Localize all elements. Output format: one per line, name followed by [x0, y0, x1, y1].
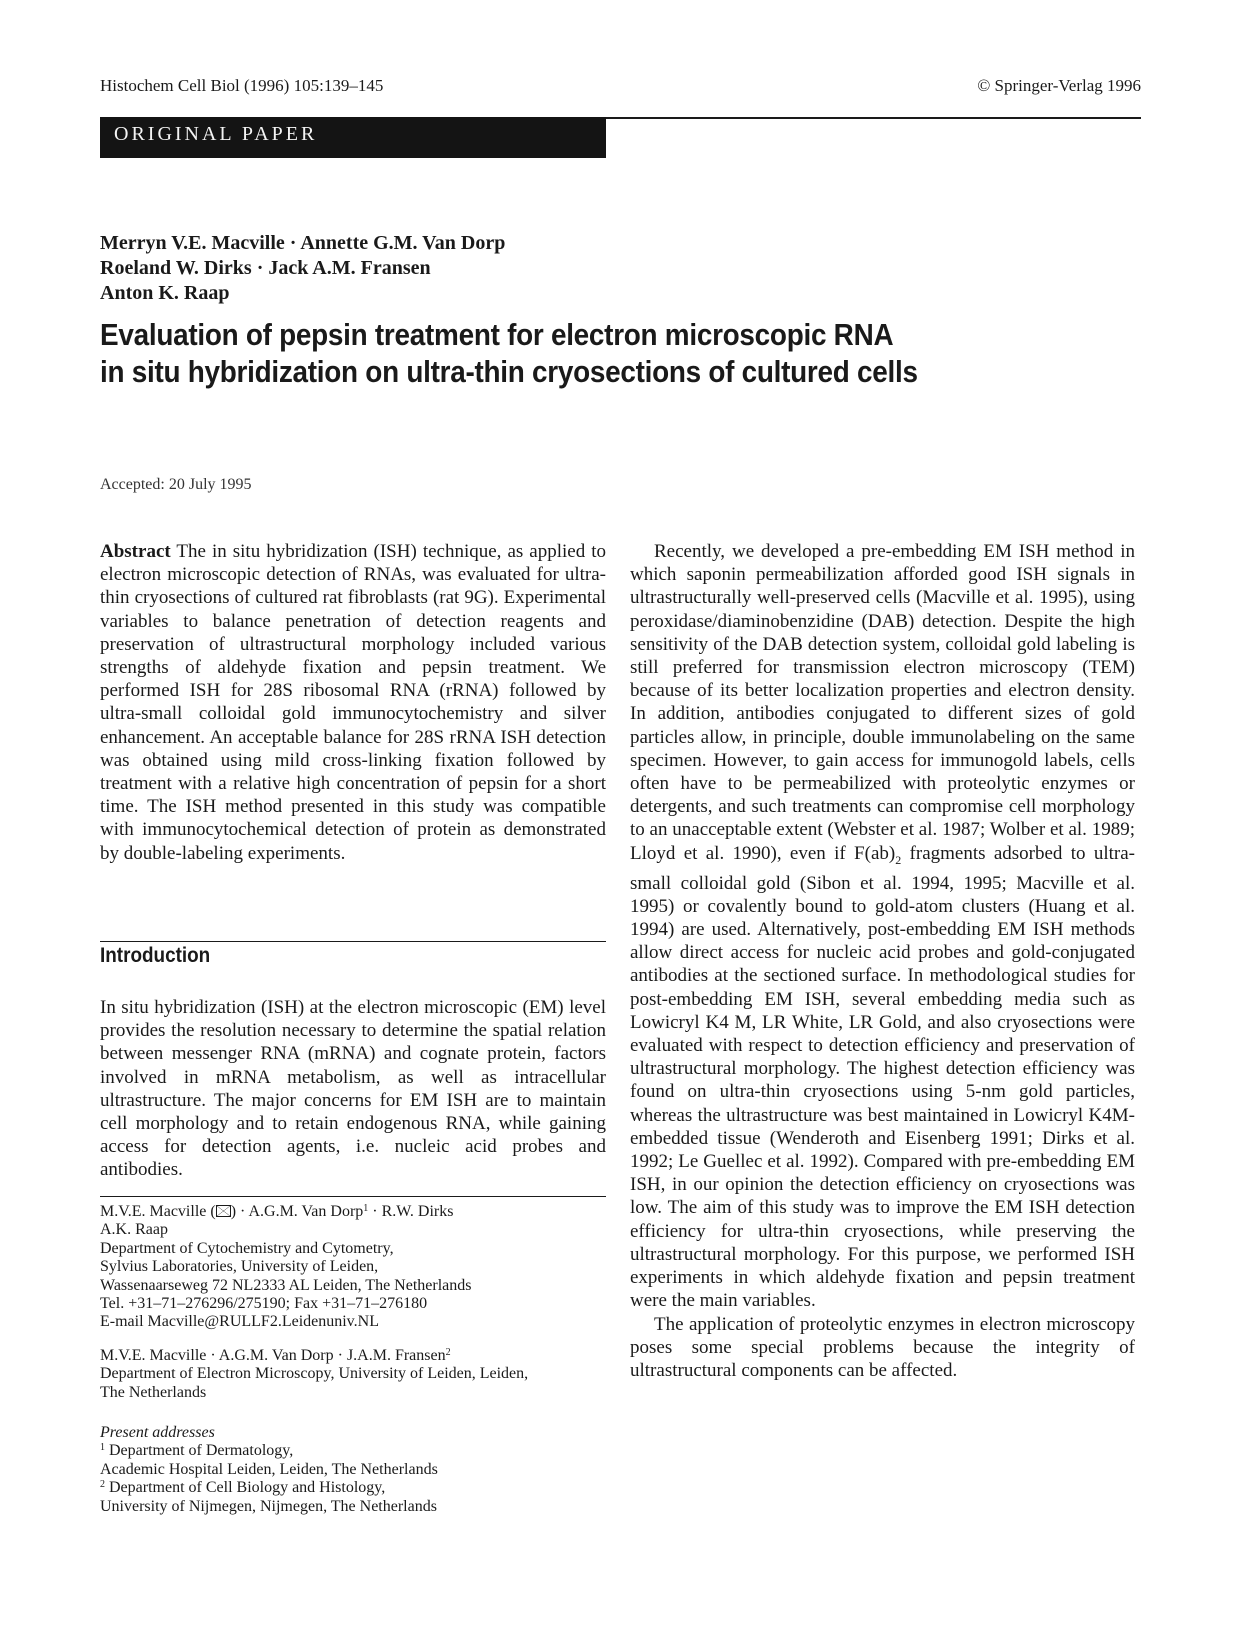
publisher-copyright: © Springer-Verlag 1996 [977, 76, 1141, 95]
author-line: Anton K. Raap [100, 282, 230, 304]
abstract-label: Abstract [100, 541, 171, 562]
article-type-label: ORIGINAL PAPER [114, 123, 318, 145]
affiliation-text: M.V.E. Macville ( [100, 1203, 216, 1220]
body-text: fragments adsorbed to ultra-small colloidal gold (Sibon et al. 1994, 1995; Macville et al. 1995) or covalently bound to gold-atom clusters (Huang et al. 1994) are used. Alternatively, post-embedding EM ISH methods allow direct access for nucleic acid probes and gold-conjugated antibodies at the sectioned surface. In methodological studies for post-embedding EM ISH, several embedding media such as Lowicryl K4 M, LR White, LR Gold, and also cryosections were evaluated with respect to detection efficiency and preservation of ultrastructural morphology. The highest detection efficiency was found on ultra-thin cryosections using 5-nm gold particles, whereas the ultrastructure was best maintained in Lowicryl K4M-embedded tissue (Wenderoth and Eisenberg 1991; Dirks et al. 1992; Le Guellec et al. 1992). Compared with pre-embedding EM ISH, in our opinion the detection efficiency on cryosections was low. The aim of this study was to improve the EM ISH detection efficiency for ultra-thin cryosections, while preserving the ultrastructural morphology. For this purpose, we performed ISH experiments in which aldehyde fixation and pepsin treatment were the main variables. [630, 842, 1136, 1312]
introduction-paragraph: In situ hybridization (ISH) at the electron microscopic (EM) level provides the resolution necessary to determine the spatial relation between messenger RNA (mRNA) and cognate protein, factors involved in mRNA metabolism, as well as intracellular ultrastructure. The major concerns for EM ISH are to maintain cell morphology and to retain endogenous RNA, while gaining access for detection agents, i.e. nucleic acid probes and antibodies. [100, 997, 606, 1181]
affiliation-line: A.K. Raap [100, 1221, 168, 1239]
accepted-date: Accepted: 20 July 1995 [100, 476, 252, 493]
affiliation-line: Tel. +31–71–276296/275190; Fax +31–71–276180 [100, 1295, 428, 1313]
affiliation-line: The Netherlands [100, 1383, 207, 1401]
abstract-text: The in situ hybridization (ISH) technique, as applied to electron microscopic detection of RNAs, was evaluated for ultra-thin cryosections of cultured rat fibroblasts (rat 9G). Experimental variables to balance penetration of detection reagents and preservation of ultrastructural morphology included various strengths of aldehyde fixation and pepsin treatment. We performed ISH for 28S ribosomal RNA (rRNA) followed by ultra-small colloidal gold immunocytochemistry and silver enhancement. An acceptable balance for 28S rRNA ISH detection was obtained using mild cross-linking fixation followed by treatment with a relative high concentration of pepsin for a short time. The ISH method presented in this study was compatible with immunocytochemical detection of protein as demonstrated by double-labeling experiments. [100, 541, 606, 864]
journal-reference: Histochem Cell Biol (1996) 105:139–145 [100, 76, 384, 95]
affiliation-line: Department of Electron Microscopy, University of Leiden, Leiden, [100, 1365, 529, 1383]
body-paragraph [630, 540, 1135, 1313]
envelope-icon [216, 1205, 231, 1217]
author-list [100, 231, 505, 306]
affiliation-line: Sylvius Laboratories, University of Leiden, [100, 1258, 379, 1276]
introduction-heading: Introduction [100, 944, 211, 967]
footnote-marker: 1 [100, 1442, 105, 1454]
introduction-body [100, 996, 606, 1182]
section-divider [100, 941, 606, 942]
body-paragraph: The application of proteolytic enzymes in electron microscopy poses some special problems because the integrity of ultrastructural components can be affected. [630, 1313, 1135, 1381]
footnote-divider [100, 1196, 606, 1197]
article-type-banner [100, 117, 606, 158]
abstract [100, 540, 606, 865]
footnote-marker: 2 [100, 1479, 105, 1491]
address-line [100, 1479, 606, 1497]
address-line [100, 1442, 606, 1460]
affiliation-text: ) · A.G.M. Van Dorp [230, 1203, 364, 1220]
author-line: Merryn V.E. Macville · Annette G.M. Van Dorp [100, 232, 506, 254]
subscript: 2 [895, 852, 902, 867]
affiliation-line: Wassenaarseweg 72 NL2333 AL Leiden, The Netherlands [100, 1276, 472, 1294]
present-addresses-heading: Present addresses [100, 1424, 215, 1441]
address-line: University of Nijmegen, Nijmegen, The Netherlands [100, 1497, 437, 1515]
header-rule [606, 117, 1141, 119]
affiliation-authors [100, 1347, 606, 1365]
affiliation-authors [100, 1203, 606, 1221]
title-line: in situ hybridization on ultra-thin cryosections of cultured cells [100, 354, 918, 389]
abstract-paragraph [100, 540, 606, 865]
affiliation-block-1 [100, 1203, 606, 1332]
address-text: Department of Dermatology, [105, 1442, 294, 1460]
author-line: Roeland W. Dirks · Jack A.M. Fransen [100, 257, 431, 279]
present-addresses [100, 1424, 606, 1516]
title-line: Evaluation of pepsin treatment for electron microscopic RNA [100, 317, 894, 352]
body-text: Recently, we developed a pre-embedding EM ISH method in which saponin permeabilization afforded good ISH signals in ultrastructurally well-preserved cells (Macville et al. 1995), using peroxidase/diaminobenzidine (DAB) detection. Despite the high sensitivity of the DAB detection system, colloidal gold labeling is still preferred for transmission electron microscopy (TEM) because of its better localization properties and electron density. In addition, antibodies conjugated to different sizes of gold particles allow, in principle, double immunolabeling on the same specimen. However, to gain access for immunogold labels, cells often have to be permeabilized with proteolytic enzymes or detergents, and such treatments can compromise cell morphology to an unacceptable extent (Webster et al. 1987; Wolber et al. 1989; Lloyd et al. 1990), even if F(ab) [630, 541, 1135, 864]
affiliation-email: E-mail Macville@RULLF2.Leidenuniv.NL [100, 1313, 379, 1331]
affiliation-text: M.V.E. Macville · A.G.M. Van Dorp · J.A.M. Fransen [100, 1347, 446, 1364]
footnote-marker: 2 [445, 1347, 451, 1358]
affiliation-line: Department of Cytochemistry and Cytometry, [100, 1239, 394, 1257]
address-text: Department of Cell Biology and Histology, [105, 1479, 386, 1497]
right-column-body [630, 540, 1135, 1382]
affiliation-text: · R.W. Dirks [368, 1203, 454, 1220]
running-head [100, 76, 1141, 100]
article-title [100, 316, 1000, 390]
footnote-marker: 1 [363, 1203, 369, 1214]
address-line: Academic Hospital Leiden, Leiden, The Netherlands [100, 1460, 438, 1478]
affiliation-block-2 [100, 1347, 606, 1402]
